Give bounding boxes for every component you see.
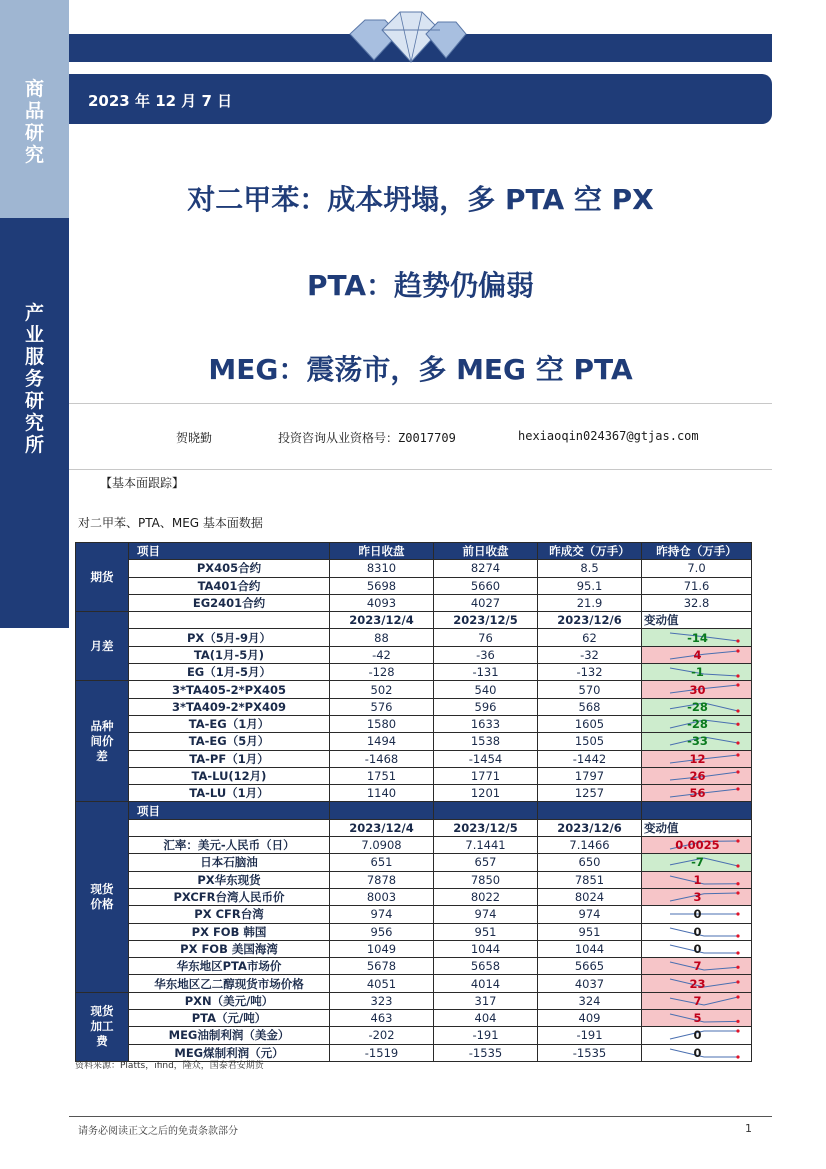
change-cell xyxy=(642,992,752,1009)
value-cell: 1771 xyxy=(434,767,538,784)
column-header: 2023/12/6 xyxy=(538,819,642,836)
row-label: PX CFR台湾 xyxy=(129,906,330,923)
change-cell xyxy=(642,975,752,992)
change-value: 4 xyxy=(693,647,702,662)
value-cell: 1505 xyxy=(538,733,642,750)
section-label: 【基本面跟踪】 xyxy=(100,476,185,490)
column-header xyxy=(330,802,434,819)
change-value: 0 xyxy=(693,907,702,922)
column-header: 2023/12/4 xyxy=(330,819,434,836)
change-cell xyxy=(642,646,752,663)
value-cell: 71.6 xyxy=(642,577,752,594)
table-row xyxy=(76,958,752,975)
value-cell: 5665 xyxy=(538,958,642,975)
sparkline-marker xyxy=(736,891,739,894)
table-row xyxy=(76,698,752,715)
row-label: 3*TA405-2*PX405 xyxy=(129,681,330,698)
change-value: 0 xyxy=(693,1028,702,1043)
change-cell xyxy=(642,923,752,940)
row-label: PTA（元/吨） xyxy=(129,1010,330,1027)
page-number: 1 xyxy=(745,1122,752,1135)
value-cell: 1538 xyxy=(434,733,538,750)
sparkline-marker xyxy=(736,839,739,842)
change-cell xyxy=(642,940,752,957)
table-row xyxy=(76,854,752,871)
value-cell: 974 xyxy=(434,906,538,923)
sparkline-icon xyxy=(664,960,744,972)
change-cell xyxy=(642,1027,752,1044)
table-row xyxy=(76,906,752,923)
sparkline-marker xyxy=(736,1030,739,1033)
table-row xyxy=(76,646,752,663)
sparkline-marker xyxy=(736,865,739,868)
column-header xyxy=(434,802,538,819)
sparkline-icon xyxy=(664,995,744,1007)
table-row xyxy=(76,940,752,957)
value-cell: 1044 xyxy=(434,940,538,957)
row-label: 日本石脑油 xyxy=(129,854,330,871)
value-cell: 1605 xyxy=(538,715,642,732)
value-cell: 76 xyxy=(434,629,538,646)
change-cell xyxy=(642,854,752,871)
row-label: PX405合约 xyxy=(129,560,330,577)
value-cell: -36 xyxy=(434,646,538,663)
row-label: TA401合约 xyxy=(129,577,330,594)
sparkline-marker xyxy=(736,788,739,791)
row-label: TA-EG（1月） xyxy=(129,715,330,732)
sparkline-marker xyxy=(736,674,739,677)
value-cell: 62 xyxy=(538,629,642,646)
value-cell: 650 xyxy=(538,854,642,871)
row-label: TA-LU(12月) xyxy=(129,767,330,784)
sparkline-icon xyxy=(664,874,744,886)
row-label: 华东地区乙二醇现货市场价格 xyxy=(129,975,330,992)
value-cell: 32.8 xyxy=(642,594,752,611)
change-value: -7 xyxy=(691,855,704,870)
sparkline-icon xyxy=(664,649,744,661)
value-cell: 95.1 xyxy=(538,577,642,594)
table-row xyxy=(76,1010,752,1027)
author-email[interactable]: hexiaoqin024367@gtjas.com xyxy=(518,429,699,443)
table-row xyxy=(76,681,752,698)
table-row xyxy=(76,1027,752,1044)
sparkline-marker xyxy=(736,995,739,998)
value-cell: 1494 xyxy=(330,733,434,750)
table-row xyxy=(76,785,752,802)
sidebar-category-label xyxy=(0,78,69,166)
change-value: 23 xyxy=(689,976,706,991)
value-cell: 7.1441 xyxy=(434,837,538,854)
value-cell: 7.0908 xyxy=(330,837,434,854)
value-cell: 4014 xyxy=(434,975,538,992)
sparkline-marker xyxy=(736,882,739,885)
sidebar-char: 研 xyxy=(24,122,44,144)
change-value: 56 xyxy=(689,786,706,801)
sidebar-department-label xyxy=(0,302,69,456)
table-row xyxy=(76,975,752,992)
row-label: PX FOB 韩国 xyxy=(129,923,330,940)
sidebar-char: 业 xyxy=(24,324,44,346)
sparkline-marker xyxy=(736,770,739,773)
row-label: MEG煤制利润（元） xyxy=(129,1044,330,1061)
column-header xyxy=(129,612,330,629)
sparkline-marker xyxy=(736,640,739,643)
sparkline-icon xyxy=(664,856,744,868)
change-cell xyxy=(642,906,752,923)
change-cell xyxy=(642,750,752,767)
row-label: 汇率：美元-人民币（日） xyxy=(129,837,330,854)
value-cell: -202 xyxy=(330,1027,434,1044)
value-cell: -128 xyxy=(330,664,434,681)
value-cell: -131 xyxy=(434,664,538,681)
value-cell: -1535 xyxy=(538,1044,642,1061)
sparkline-marker xyxy=(736,709,739,712)
sidebar-char: 商 xyxy=(24,78,44,100)
source-note: 资料来源：Platts，ifind，隆众，国泰君安期货 xyxy=(75,1061,264,1071)
footer-divider xyxy=(69,1116,772,1117)
date-header-row xyxy=(76,819,752,836)
value-cell: 1633 xyxy=(434,715,538,732)
row-label: TA-LU（1月） xyxy=(129,785,330,802)
title-meg: MEG：震荡市，多 MEG 空 PTA xyxy=(208,353,633,386)
value-cell: 1044 xyxy=(538,940,642,957)
table-row xyxy=(76,923,752,940)
table-row xyxy=(76,733,752,750)
value-cell: 7.0 xyxy=(642,560,752,577)
change-cell xyxy=(642,888,752,905)
change-value: 1 xyxy=(693,872,702,887)
change-cell xyxy=(642,664,752,681)
value-cell: 7850 xyxy=(434,871,538,888)
value-cell: 956 xyxy=(330,923,434,940)
date-header-row xyxy=(76,612,752,629)
change-value: 0 xyxy=(693,1045,702,1060)
sidebar-char: 研 xyxy=(24,390,44,412)
table-row xyxy=(76,888,752,905)
sparkline-icon xyxy=(664,943,744,955)
sparkline-marker xyxy=(736,723,739,726)
change-value: 30 xyxy=(689,682,706,697)
diamond-logo-icon xyxy=(330,4,470,64)
change-value: 5 xyxy=(693,1011,702,1026)
change-value: 3 xyxy=(693,890,702,905)
sparkline-marker xyxy=(736,1020,739,1023)
sparkline-icon xyxy=(664,891,744,903)
value-cell: 974 xyxy=(330,906,434,923)
value-cell: 4051 xyxy=(330,975,434,992)
change-cell xyxy=(642,871,752,888)
value-cell: 502 xyxy=(330,681,434,698)
table-row xyxy=(76,715,752,732)
sidebar-char: 所 xyxy=(24,434,44,456)
column-header: 项目 xyxy=(129,802,330,819)
row-label: TA(1月-5月) xyxy=(129,646,330,663)
change-value: 0 xyxy=(693,924,702,939)
table-row xyxy=(76,664,752,681)
row-label: PXCFR台湾人民币价 xyxy=(129,888,330,905)
change-cell xyxy=(642,1044,752,1061)
sparkline-marker xyxy=(736,966,739,969)
value-cell: -191 xyxy=(538,1027,642,1044)
table-row xyxy=(76,594,752,611)
column-header xyxy=(642,802,752,819)
value-cell: 409 xyxy=(538,1010,642,1027)
column-header: 昨成交（万手） xyxy=(538,543,642,560)
value-cell: 1140 xyxy=(330,785,434,802)
table-row xyxy=(76,871,752,888)
report-date: 2023 年 12 月 7 日 xyxy=(88,92,233,110)
sparkline-icon xyxy=(664,908,744,920)
change-value: 0.0025 xyxy=(675,838,720,853)
change-value: -33 xyxy=(687,734,708,749)
value-cell: 8003 xyxy=(330,888,434,905)
column-header: 2023/12/4 xyxy=(330,612,434,629)
sidebar-char: 产 xyxy=(24,302,44,324)
value-cell: 5698 xyxy=(330,577,434,594)
table-row xyxy=(76,577,752,594)
sparkline-marker xyxy=(736,753,739,756)
value-cell: 4037 xyxy=(538,975,642,992)
value-cell: 7.1466 xyxy=(538,837,642,854)
row-label: TA-EG（5月） xyxy=(129,733,330,750)
value-cell: 7878 xyxy=(330,871,434,888)
value-cell: -132 xyxy=(538,664,642,681)
sparkline-icon xyxy=(664,666,744,678)
sidebar-char: 究 xyxy=(24,144,44,166)
change-value: -1 xyxy=(691,665,704,680)
value-cell: -1535 xyxy=(434,1044,538,1061)
change-cell xyxy=(642,698,752,715)
value-cell: 1201 xyxy=(434,785,538,802)
value-cell: 21.9 xyxy=(538,594,642,611)
row-label: MEG油制利润（美金） xyxy=(129,1027,330,1044)
sparkline-marker xyxy=(736,951,739,954)
change-value: -28 xyxy=(687,717,708,732)
row-label: PXN（美元/吨） xyxy=(129,992,330,1009)
value-cell: 568 xyxy=(538,698,642,715)
sparkline-icon xyxy=(664,1047,744,1059)
change-value: 7 xyxy=(693,993,702,1008)
column-header xyxy=(538,802,642,819)
change-cell xyxy=(642,767,752,784)
value-cell: 8274 xyxy=(434,560,538,577)
divider xyxy=(69,469,772,470)
value-cell: 7851 xyxy=(538,871,642,888)
sparkline-icon xyxy=(664,1012,744,1024)
value-cell: 8310 xyxy=(330,560,434,577)
value-cell: 4027 xyxy=(434,594,538,611)
value-cell: 8022 xyxy=(434,888,538,905)
category-cell: 现货 价格 xyxy=(76,802,129,992)
value-cell: 576 xyxy=(330,698,434,715)
disclaimer-note: 请务必阅读正文之后的免责条款部分 xyxy=(78,1126,238,1137)
sidebar-char: 品 xyxy=(24,100,44,122)
row-label: 3*TA409-2*PX409 xyxy=(129,698,330,715)
change-value: -28 xyxy=(687,699,708,714)
value-cell: -32 xyxy=(538,646,642,663)
change-value: 0 xyxy=(693,941,702,956)
column-header: 变动值 xyxy=(642,819,752,836)
column-header: 2023/12/5 xyxy=(434,819,538,836)
value-cell: 323 xyxy=(330,992,434,1009)
column-header: 2023/12/5 xyxy=(434,612,538,629)
table-header-row xyxy=(76,802,752,819)
column-header: 前日收盘 xyxy=(434,543,538,560)
table-caption: 对二甲苯、PTA、MEG 基本面数据 xyxy=(78,516,263,530)
value-cell: 317 xyxy=(434,992,538,1009)
sparkline-icon xyxy=(664,926,744,938)
divider xyxy=(69,403,772,404)
value-cell: 8.5 xyxy=(538,560,642,577)
value-cell: 1580 xyxy=(330,715,434,732)
author-name: 贺晓勤 xyxy=(176,431,213,445)
fundamentals-table xyxy=(75,542,752,1062)
table-row xyxy=(76,560,752,577)
sparkline-marker xyxy=(736,742,739,745)
title-pta: PTA：趋势仍偏弱 xyxy=(306,269,535,302)
author-qualification: 投资咨询从业资格号：Z0017709 xyxy=(278,431,456,445)
value-cell: 1751 xyxy=(330,767,434,784)
category-cell: 月差 xyxy=(76,612,129,681)
change-cell xyxy=(642,958,752,975)
sidebar-char: 服 xyxy=(24,346,44,368)
change-value: 12 xyxy=(689,751,706,766)
change-cell xyxy=(642,681,752,698)
value-cell: 404 xyxy=(434,1010,538,1027)
value-cell: -1519 xyxy=(330,1044,434,1061)
change-value: 26 xyxy=(689,769,706,783)
value-cell: 974 xyxy=(538,906,642,923)
change-value: -14 xyxy=(687,630,708,645)
column-header: 项目 xyxy=(129,543,330,560)
row-label: PX华东现货 xyxy=(129,871,330,888)
sparkline-marker xyxy=(736,684,739,687)
column-header: 昨日收盘 xyxy=(330,543,434,560)
table-row xyxy=(76,837,752,854)
value-cell: 88 xyxy=(330,629,434,646)
value-cell: 1049 xyxy=(330,940,434,957)
title-px: 对二甲苯：成本坍塌，多 PTA 空 PX xyxy=(187,183,654,216)
sparkline-marker xyxy=(736,649,739,652)
value-cell: 651 xyxy=(330,854,434,871)
value-cell: 324 xyxy=(538,992,642,1009)
sparkline-marker xyxy=(736,913,739,916)
change-cell xyxy=(642,785,752,802)
table-header-row xyxy=(76,543,752,560)
value-cell: 4093 xyxy=(330,594,434,611)
row-label: 华东地区PTA市场价 xyxy=(129,958,330,975)
row-label: EG2401合约 xyxy=(129,594,330,611)
change-cell xyxy=(642,715,752,732)
value-cell: 951 xyxy=(538,923,642,940)
change-cell xyxy=(642,837,752,854)
value-cell: 8024 xyxy=(538,888,642,905)
value-cell: -1442 xyxy=(538,750,642,767)
row-label: TA-PF（1月） xyxy=(129,750,330,767)
value-cell: -1454 xyxy=(434,750,538,767)
column-header: 昨持仓（万手） xyxy=(642,543,752,560)
row-label: PX（5月-9月） xyxy=(129,629,330,646)
value-cell: 951 xyxy=(434,923,538,940)
value-cell: 5660 xyxy=(434,577,538,594)
value-cell: 1257 xyxy=(538,785,642,802)
change-cell xyxy=(642,629,752,646)
sidebar-char: 务 xyxy=(24,368,44,390)
value-cell: 5678 xyxy=(330,958,434,975)
sparkline-marker xyxy=(736,981,739,984)
column-header: 2023/12/6 xyxy=(538,612,642,629)
row-label: PX FOB 美国海湾 xyxy=(129,940,330,957)
value-cell: 596 xyxy=(434,698,538,715)
value-cell: -191 xyxy=(434,1027,538,1044)
table-row xyxy=(76,629,752,646)
value-cell: 570 xyxy=(538,681,642,698)
sparkline-marker xyxy=(736,934,739,937)
table-row xyxy=(76,767,752,784)
column-header: 变动值 xyxy=(642,612,752,629)
change-cell xyxy=(642,733,752,750)
value-cell: 1797 xyxy=(538,767,642,784)
sparkline-marker xyxy=(736,1055,739,1058)
value-cell: 5658 xyxy=(434,958,538,975)
change-cell xyxy=(642,1010,752,1027)
category-cell: 现货 加工 费 xyxy=(76,992,129,1061)
value-cell: -42 xyxy=(330,646,434,663)
value-cell: 540 xyxy=(434,681,538,698)
sparkline-icon xyxy=(664,1029,744,1041)
sidebar-char: 究 xyxy=(24,412,44,434)
table-row xyxy=(76,992,752,1009)
category-cell: 品种 间价 差 xyxy=(76,681,129,802)
column-header xyxy=(129,819,330,836)
value-cell: -1468 xyxy=(330,750,434,767)
change-value: 7 xyxy=(693,959,702,974)
category-cell: 期货 xyxy=(76,543,129,612)
value-cell: 463 xyxy=(330,1010,434,1027)
row-label: EG（1月-5月） xyxy=(129,664,330,681)
table-row xyxy=(76,750,752,767)
value-cell: 657 xyxy=(434,854,538,871)
